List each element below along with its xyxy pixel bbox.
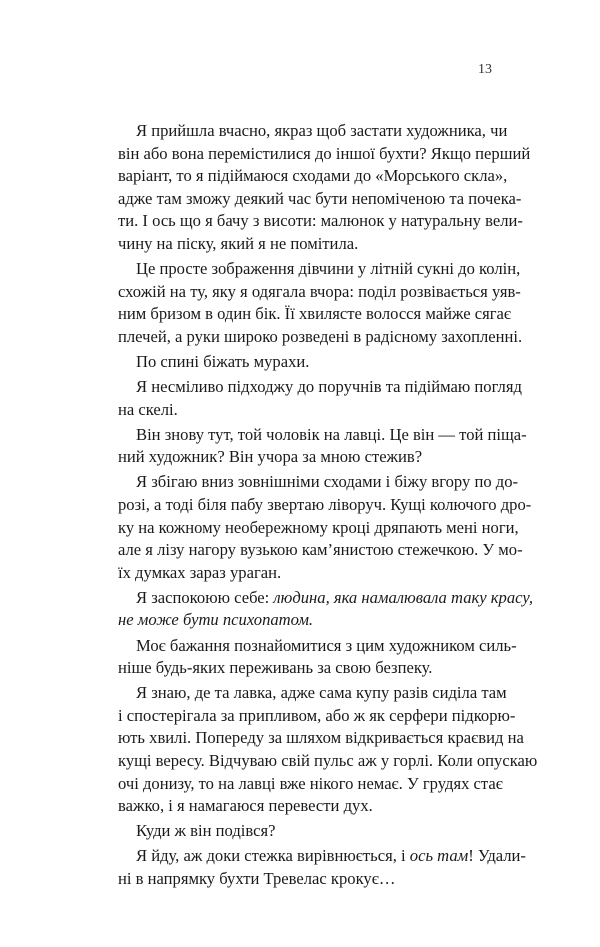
text-line: Я несміливо підходжу до поручнів та підіймаю погляд [136,377,522,397]
paragraph-6 [118,471,532,584]
text-line: Я прийшла вчасно, якраз щоб застати художника, чи [136,121,508,140]
text-line: ти. І ось що я бачу з висоти: малюнок у натуральну вели- [118,211,523,231]
text-line: схожій на ту, яку я одягала вчора: поділ розвівається уяв- [118,281,521,301]
text-line: адже там зможу деякий час бути непоміченою та почека- [118,188,522,208]
paragraph-8 [118,635,517,680]
text-line [118,609,490,632]
text-line: і спостерігала за припливом, або ж як серфери підкорю- [118,705,516,725]
paragraph-3 [118,351,490,374]
text-line: ку на кожному необережному кроці дряпають мені ноги, [118,517,519,537]
text-line: Куди ж він подівся? [136,821,276,841]
text-line: Він знову тут, той чоловік на лавці. Це він — той піща- [136,424,527,444]
text-line: ним бризом в один бік. Її хвилясте волосся майже сягає [118,304,512,324]
page-number: 13 [478,62,492,77]
text-line: він або вона перемістилися до іншої бухти? Якщо перший [118,143,531,163]
paragraph-10 [118,820,490,843]
paragraph-5 [118,424,527,469]
body-text [118,120,538,891]
paragraph-7 [118,587,534,632]
text-run: Я йду, аж доки стежка вирівнюється, і [136,846,410,866]
text-line: ні в напрямку бухти Тревелас крокує… [118,869,396,888]
text-line: Це просте зображення дівчини у літній сукні до колін, [136,259,521,279]
paragraph-1 [118,120,531,256]
text-line: на скелі. [118,399,178,419]
text-line: очі донизу, то на лавці вже нікого немає. У грудях стає [118,773,503,793]
text-line: кущі вересу. Відчуваю свій пульс аж у горлі. Коли опускаю [118,751,538,771]
text-line: важко, і я намагаюся перевести дух. [118,796,373,816]
text-line: Я збігаю вниз зовнішніми сходами і біжу вгору по до- [136,472,519,492]
text-line: По спині біжать мурахи. [136,351,310,371]
text-line: Моє бажання познайомитися з цим художником силь- [136,635,517,655]
text-line: але я лізу нагору вузькою кам’янистою стежечкою. У мо- [118,540,523,560]
italic-thought: людина, яка намалювала таку красу, [273,587,534,607]
italic-thought: не може бути психопатом. [118,610,314,630]
text-line: ніше будь-яких переживань за свою безпеку. [118,658,433,678]
text-line: їх думках зараз ураган. [118,562,282,582]
paragraph-9 [118,682,538,818]
text-line [118,845,526,868]
text-line: плечей, а руки широко розведені в радісному захопленні. [118,326,523,346]
italic-emphasis: ось там [409,846,469,866]
paragraph-4 [118,376,522,421]
text-run: ! Удали- [468,846,526,866]
text-line: розі, а тоді біля пабу звертаю ліворуч. Кущі колючого дро- [118,495,532,514]
paragraph-2 [118,258,523,348]
text-line [118,587,534,610]
lead-text: Я заспокоюю себе: [136,587,274,607]
text-line: Я знаю, де та лавка, адже сама купу разів сиділа там [136,683,507,703]
text-line: чину на піску, який я не помітила. [118,233,359,253]
paragraph-11 [118,845,526,890]
text-line: ють хвилі. Попереду за шляхом відкривається краєвид на [118,728,524,748]
text-line: ний художник? Він учора за мною стежив? [118,447,423,467]
text-line: варіант, то я підіймаюся сходами до «Морського скла», [118,166,508,186]
